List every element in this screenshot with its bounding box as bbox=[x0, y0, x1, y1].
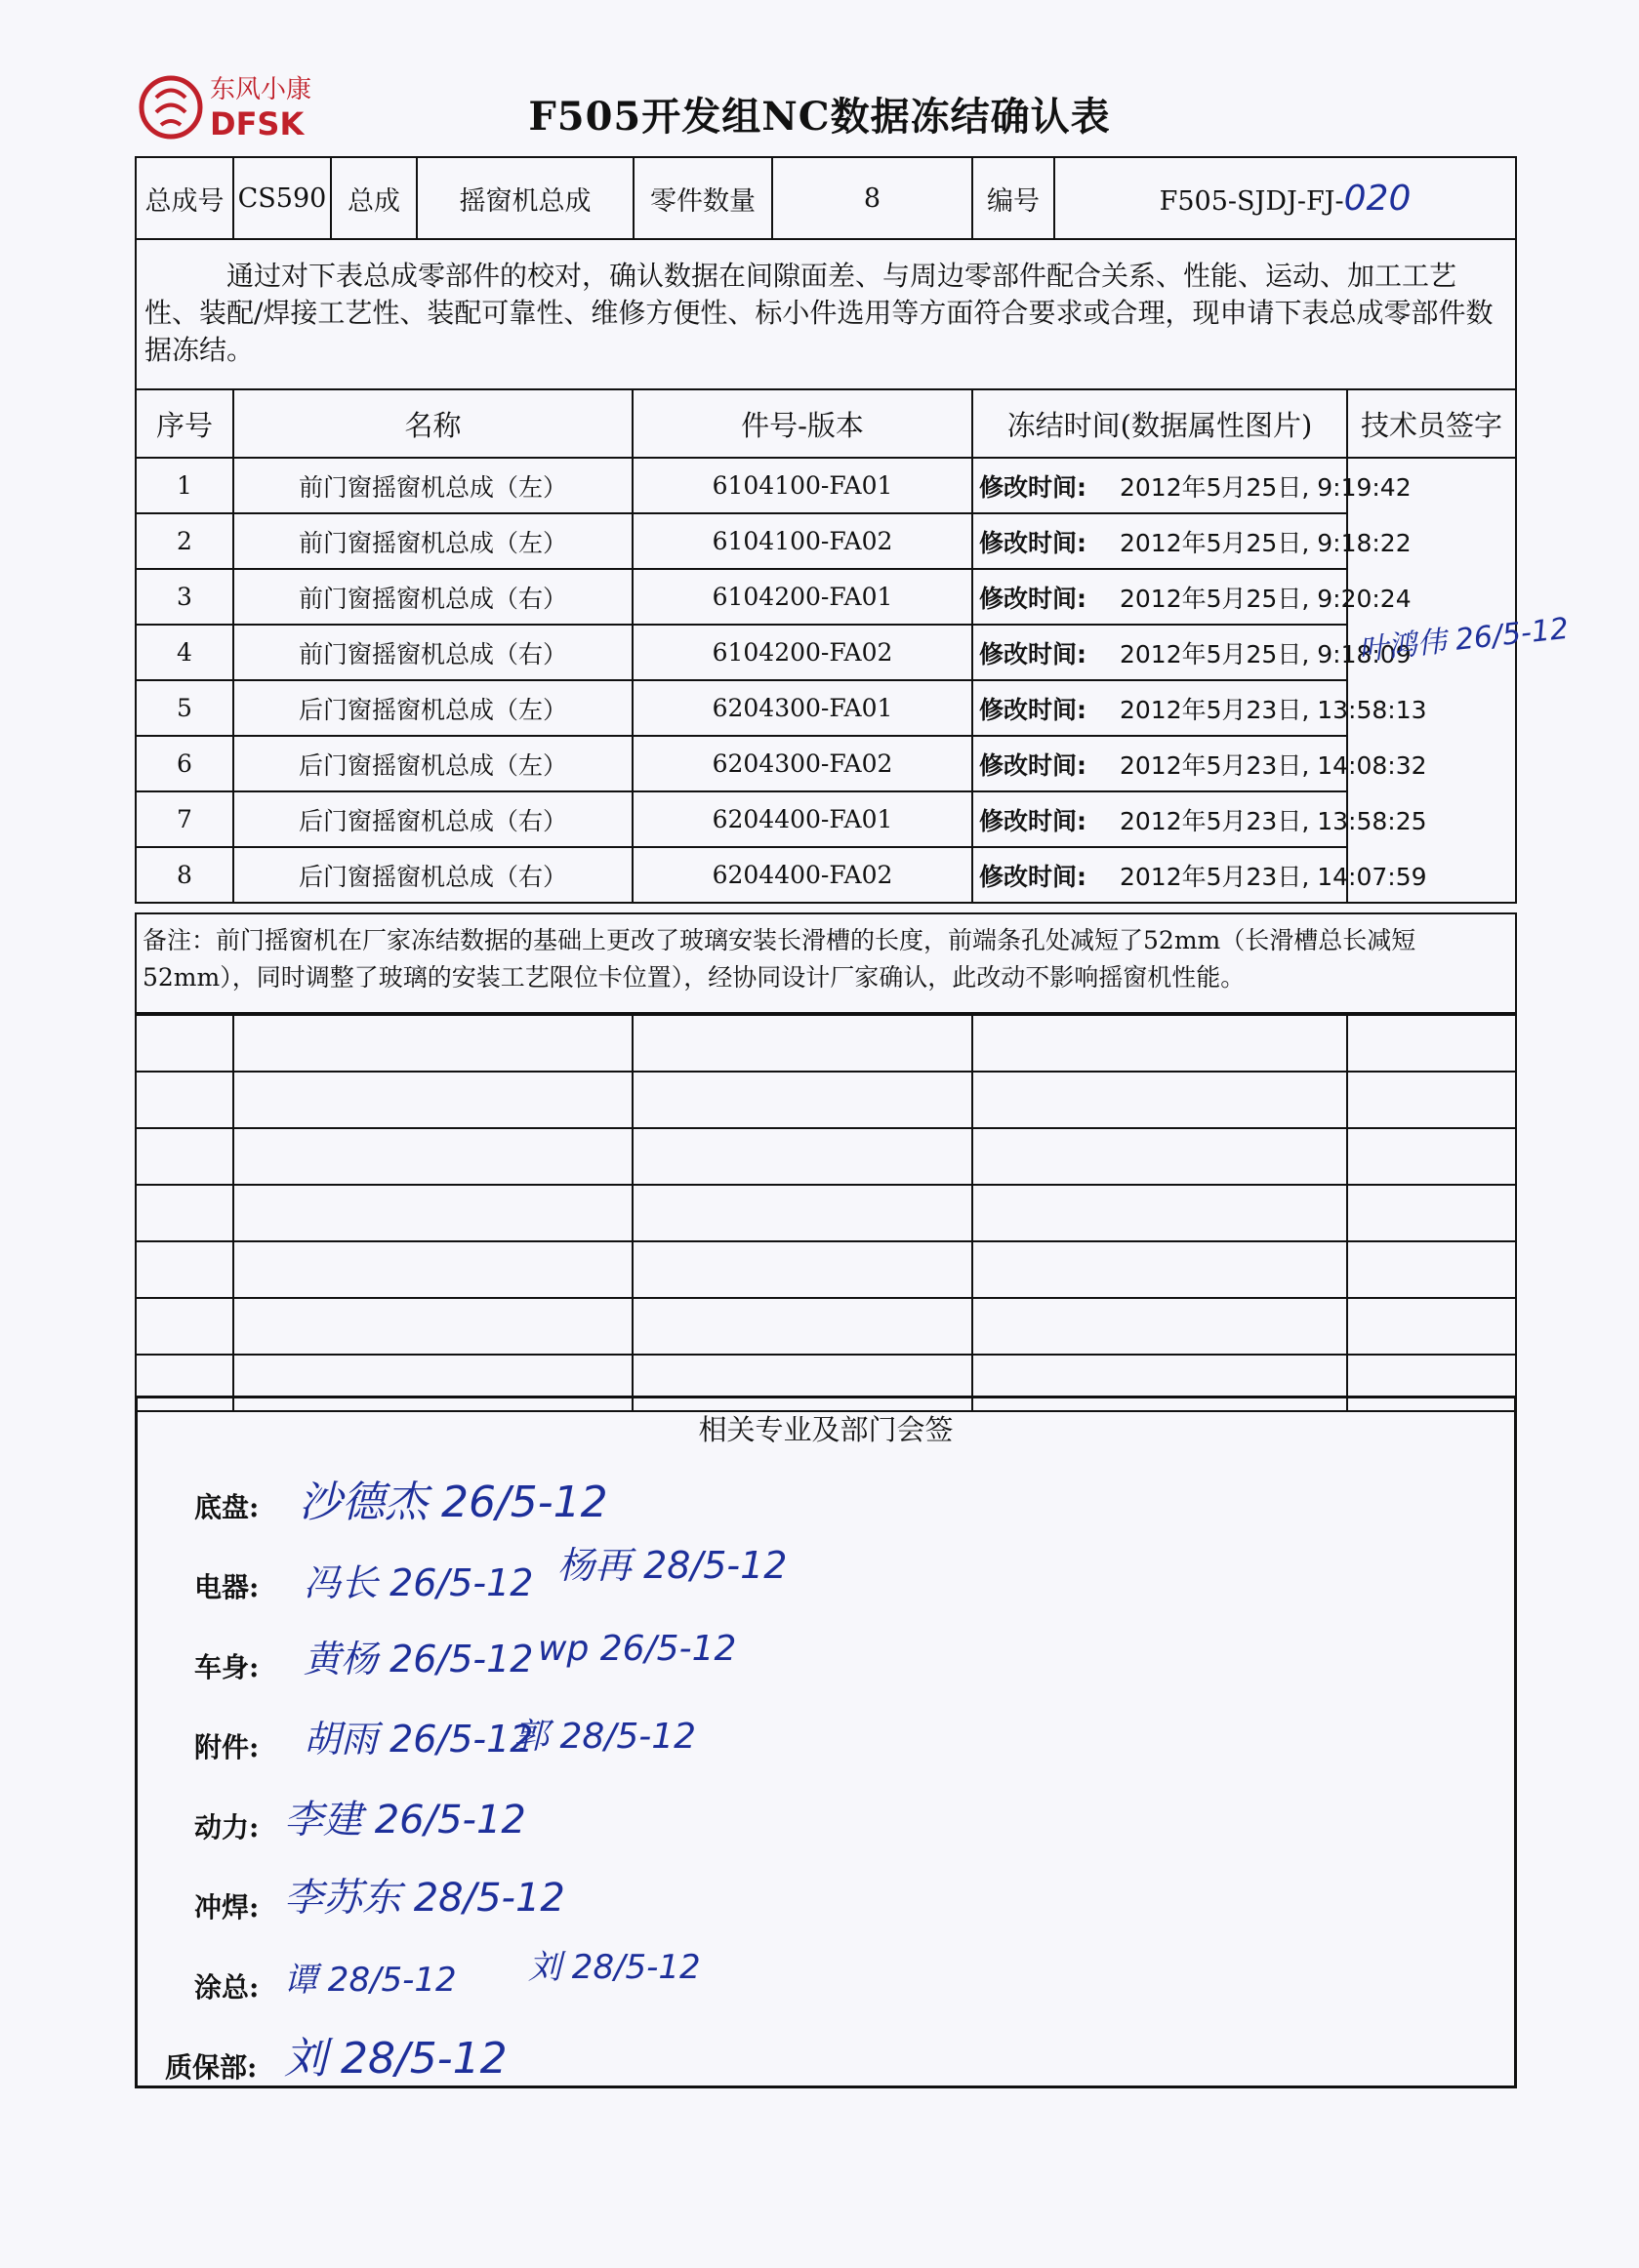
signoff-label: 车身: bbox=[194, 1651, 260, 1683]
signoff-label: 冲焊: bbox=[194, 1891, 260, 1924]
technician-signature-cell bbox=[1347, 458, 1571, 903]
page-title: F505开发组NC数据冻结确认表 bbox=[528, 94, 1111, 140]
mtime-label: 修改时间: bbox=[979, 528, 1086, 557]
mtime-label: 修改时间: bbox=[979, 750, 1086, 780]
row-part: 6204400-FA02 bbox=[633, 847, 972, 903]
row-name: 后门窗摇窗机总成（左） bbox=[233, 736, 633, 791]
row-part: 6104200-FA01 bbox=[633, 569, 972, 625]
assembly-no: CS590 bbox=[233, 157, 331, 239]
table-row bbox=[136, 847, 1516, 903]
logo-cn: 东风小康 bbox=[210, 75, 312, 104]
row-time bbox=[972, 791, 1427, 847]
signature: 胡雨 26/5-12 bbox=[304, 1718, 534, 1761]
signature: 刘 28/5-12 bbox=[284, 2034, 508, 2084]
signoff-label: 质保部: bbox=[165, 2051, 258, 2084]
signoff-title: 相关专业及部门会签 bbox=[698, 1413, 954, 1446]
mtime-label: 修改时间: bbox=[979, 584, 1086, 613]
remark bbox=[135, 912, 1517, 1014]
doc-number-prefix: F505-SJDJ-FJ- bbox=[1159, 185, 1344, 217]
table-row bbox=[136, 569, 1516, 625]
col-part: 件号-版本 bbox=[633, 389, 972, 458]
mtime-value: 2012年5月23日, 14:08:32 bbox=[1120, 750, 1427, 780]
table-row bbox=[136, 513, 1516, 569]
number-label: 编号 bbox=[972, 157, 1054, 239]
col-name: 名称 bbox=[233, 389, 633, 458]
row-no: 1 bbox=[136, 458, 233, 513]
blank-row bbox=[136, 1241, 1516, 1298]
remark-text: 备注：前门摇窗机在厂家冻结数据的基础上更改了玻璃安装长滑槽的长度，前端条孔处减短了52mm（长滑槽总长减短52mm），同时调整了玻璃的安装工艺限位卡位置），经协同设计厂家确认，此改动不影响摇窗机性能。 bbox=[143, 926, 1416, 992]
header-row bbox=[135, 156, 1517, 240]
row-part: 6104100-FA01 bbox=[633, 458, 972, 513]
row-no: 6 bbox=[136, 736, 233, 791]
assembly-label: 总成 bbox=[331, 157, 417, 239]
row-name: 后门窗摇窗机总成（右） bbox=[233, 847, 633, 903]
intro-text bbox=[135, 238, 1517, 390]
part-count-label: 零件数量 bbox=[634, 157, 772, 239]
mtime-value: 2012年5月23日, 13:58:13 bbox=[1120, 695, 1427, 724]
mtime-value: 2012年5月25日, 9:18:22 bbox=[1120, 528, 1412, 557]
signature: 沙德杰 26/5-12 bbox=[299, 1478, 608, 1527]
row-name: 后门窗摇窗机总成（右） bbox=[233, 791, 633, 847]
row-part: 6104200-FA02 bbox=[633, 625, 972, 680]
mtime-value: 2012年5月25日, 9:20:24 bbox=[1120, 584, 1412, 613]
table-row bbox=[136, 791, 1516, 847]
signature: 冯长 26/5-12 bbox=[304, 1561, 534, 1604]
doc-number bbox=[1054, 157, 1516, 239]
signature: 郭 28/5-12 bbox=[513, 1717, 697, 1757]
mtime-value: 2012年5月25日, 9:19:42 bbox=[1120, 472, 1412, 502]
signoff-label: 电器: bbox=[194, 1571, 260, 1603]
col-no: 序号 bbox=[136, 389, 233, 458]
row-time bbox=[972, 569, 1412, 625]
mtime-label: 修改时间: bbox=[979, 639, 1086, 668]
signature: 谭 28/5-12 bbox=[284, 1961, 457, 2000]
row-no: 4 bbox=[136, 625, 233, 680]
logo-en: DFSK bbox=[210, 105, 305, 142]
row-time bbox=[972, 680, 1427, 736]
mtime-label: 修改时间: bbox=[979, 695, 1086, 724]
mtime-value: 2012年5月25日, 9:18:09 bbox=[1120, 639, 1412, 668]
col-time: 冻结时间(数据属性图片) bbox=[972, 389, 1347, 458]
mtime-value: 2012年5月23日, 14:07:59 bbox=[1120, 862, 1427, 891]
row-name: 前门窗摇窗机总成（左） bbox=[233, 513, 633, 569]
row-no: 8 bbox=[136, 847, 233, 903]
row-name: 前门窗摇窗机总成（右） bbox=[233, 625, 633, 680]
blank-row bbox=[136, 1015, 1516, 1072]
row-time bbox=[972, 513, 1412, 569]
signoff-label: 动力: bbox=[194, 1811, 260, 1843]
row-no: 2 bbox=[136, 513, 233, 569]
signature: 李苏东 28/5-12 bbox=[284, 1876, 565, 1921]
signature: 黄杨 26/5-12 bbox=[304, 1638, 534, 1681]
mtime-label: 修改时间: bbox=[979, 862, 1086, 891]
row-part: 6204300-FA02 bbox=[633, 736, 972, 791]
signature: 杨再 28/5-12 bbox=[557, 1544, 788, 1587]
blank-row bbox=[136, 1072, 1516, 1128]
row-time bbox=[972, 458, 1412, 513]
assembly-no-label: 总成号 bbox=[136, 157, 233, 239]
mtime-value: 2012年5月23日, 13:58:25 bbox=[1120, 806, 1427, 835]
signoff-label: 底盘: bbox=[194, 1491, 260, 1523]
table-row bbox=[136, 458, 1516, 513]
parts-table bbox=[135, 388, 1571, 904]
mtime-label: 修改时间: bbox=[979, 806, 1086, 835]
signature: 李建 26/5-12 bbox=[284, 1798, 526, 1843]
row-time bbox=[972, 625, 1412, 680]
row-part: 6204300-FA01 bbox=[633, 680, 972, 736]
signoff-label: 附件: bbox=[194, 1731, 260, 1763]
row-no: 3 bbox=[136, 569, 233, 625]
blank-row bbox=[136, 1128, 1516, 1185]
row-no: 7 bbox=[136, 791, 233, 847]
table-row bbox=[136, 680, 1516, 736]
row-part: 6204400-FA01 bbox=[633, 791, 972, 847]
assembly-name: 摇窗机总成 bbox=[417, 157, 634, 239]
signature: 刘 28/5-12 bbox=[528, 1948, 701, 1987]
row-part: 6104100-FA02 bbox=[633, 513, 972, 569]
row-time bbox=[972, 847, 1427, 903]
blank-row bbox=[136, 1185, 1516, 1241]
row-time bbox=[972, 736, 1427, 791]
blank-row bbox=[136, 1298, 1516, 1355]
table-row bbox=[136, 736, 1516, 791]
table-row bbox=[136, 625, 1516, 680]
row-name: 后门窗摇窗机总成（左） bbox=[233, 680, 633, 736]
row-name: 前门窗摇窗机总成（左） bbox=[233, 458, 633, 513]
signoff-label: 涂总: bbox=[194, 1971, 260, 2004]
row-no: 5 bbox=[136, 680, 233, 736]
row-name: 前门窗摇窗机总成（右） bbox=[233, 569, 633, 625]
blank-table bbox=[135, 1014, 1517, 1412]
technician-signature: 叶鸿伟 26/5-12 bbox=[1357, 611, 1571, 668]
signoff-section bbox=[135, 1396, 1517, 2088]
doc-number-handwritten: 020 bbox=[1343, 178, 1412, 219]
intro-paragraph: 通过对下表总成零部件的校对，确认数据在间隙面差、与周边零部件配合关系、性能、运动、加工工艺性、装配/焊接工艺性、装配可靠性、维修方便性、标小件选用等方面符合要求或合理，现申请下表总成零部件数据冻结。 bbox=[144, 260, 1494, 366]
signature: wp 26/5-12 bbox=[538, 1629, 737, 1669]
mtime-label: 修改时间: bbox=[979, 472, 1086, 502]
part-count: 8 bbox=[772, 157, 972, 239]
col-signature: 技术员签字 bbox=[1347, 389, 1516, 458]
